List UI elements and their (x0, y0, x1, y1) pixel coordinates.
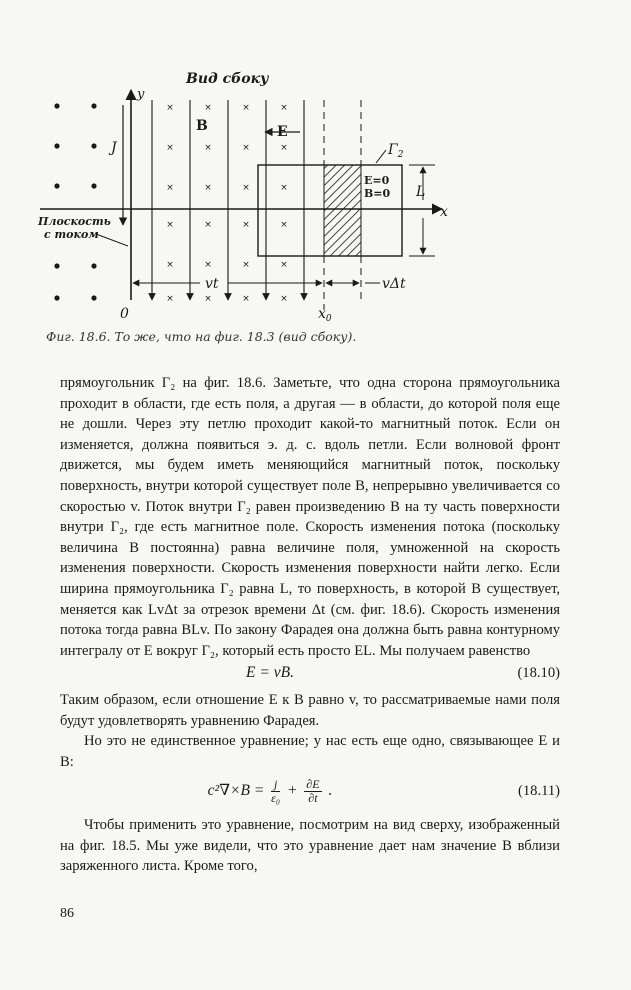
svg-text:×: × (204, 220, 212, 230)
gamma2-label: $\Gamma_2$ (388, 142, 404, 160)
svg-text:×: × (242, 103, 250, 113)
page-number: 86 (60, 906, 74, 921)
e-field-label: E (277, 124, 288, 140)
hatched-region (324, 165, 361, 256)
y-axis-label: y (137, 87, 145, 102)
svg-text:×: × (204, 183, 212, 193)
b-in-crosses (166, 103, 288, 304)
equation-number: (18.11) (517, 783, 560, 800)
svg-text:×: × (204, 143, 212, 153)
body-text (60, 373, 560, 877)
svg-text:×: × (166, 294, 174, 304)
current-label: J (111, 140, 117, 156)
paragraph: Чтобы применить это уравнение, посмотрим на вид сверху, изображенный на фиг. 18.5. Мы уже видели, что это уравнение дает нам значение B вблизи заряженного листа. Кроме того, (60, 817, 560, 875)
svg-text:×: × (242, 220, 250, 230)
gamma2-pointer (376, 150, 386, 163)
svg-text:×: × (280, 294, 288, 304)
svg-text:×: × (166, 183, 174, 193)
svg-text:×: × (204, 103, 212, 113)
plane-label-pointer (96, 234, 128, 246)
origin-label: 0 (120, 306, 129, 322)
plane-label-line2: с током (44, 228, 99, 241)
equation-18-10 (60, 663, 560, 684)
svg-text:×: × (242, 143, 250, 153)
equation-formula: E = vB. (246, 664, 294, 682)
e-zero-label: E=0 (364, 174, 390, 187)
paragraph: Но это не единственное уравнение; у нас есть еще одно, связывающее E и B: (60, 733, 560, 770)
paragraph: прямоугольник Γ₂ на фиг. 18.6. Заметьте, что одна сторона прямоугольника проходит в области, где есть поля, а другая — в области, до которой поля еще не дошли. Через эту петлю проходит какой-то магнитный поток. Если он изменяется, должна появиться э. д. с. вдоль петли. Если волновой фронт движется, мы будем иметь меняющийся магнитный поток, поскольку поверхность, внутри которой существует поле B, непрерывно увеличивается со скоростью v. Поток внутри Γ₂ равен произведению B на ту часть поверхности внутри Γ₂, где есть магнитное поле. Скорость изменения потока (поскольку величина B постоянна) равна величине поля, умноженной на скорость изменения поверхности. Скорость изменения поверхности найти легко. Если ширина прямоугольника Γ₂ равна L, то поверхность, в которой B существует, меняется как LvΔt за отрезок времени Δt (см. фиг. 18.6). Скорость изменения потока тогда равна BLv. По закону Фарадея она должна быть равна контурному интегралу от E вокруг Γ₂, который есть просто EL. Мы получаем равенство (60, 375, 560, 659)
figure-caption: Фиг. 18.6. То же, что на фиг. 18.3 (вид сбоку). (46, 329, 357, 344)
equation-formula: c²∇×B = $\frac{j}{\text{ε₀}}$ + $\frac{\partial E}{\partial t}$ . (207, 777, 333, 806)
b-field-label: B (196, 118, 208, 134)
svg-text:×: × (242, 260, 250, 270)
svg-text:×: × (166, 143, 174, 153)
svg-text:×: × (204, 260, 212, 270)
b-zero-label: B=0 (364, 187, 391, 200)
l-label: L (416, 184, 426, 200)
x0-label: $x_0$ (318, 306, 332, 324)
vt-label: vt (205, 276, 219, 292)
equation-18-11 (60, 778, 560, 805)
svg-text:×: × (280, 220, 288, 230)
svg-text:×: × (242, 294, 250, 304)
figure-side-view (0, 0, 631, 330)
plane-label-line1: Плоскость (38, 215, 111, 228)
svg-text:×: × (280, 183, 288, 193)
paragraph: Таким образом, если отношение E к B равно v, то рассматриваемые нами поля будут удовлетворять уравнению Фарадея. (60, 691, 560, 729)
svg-text:×: × (280, 103, 288, 113)
svg-text:×: × (166, 260, 174, 270)
svg-text:×: × (166, 103, 174, 113)
vdt-label: vΔt (382, 276, 406, 292)
equation-number: (18.10) (517, 665, 560, 682)
svg-text:×: × (280, 143, 288, 153)
svg-text:×: × (166, 220, 174, 230)
figure-title: Вид сбоку (186, 71, 269, 87)
svg-text:×: × (242, 183, 250, 193)
b-out-dots (54, 103, 96, 300)
svg-text:×: × (280, 260, 288, 270)
svg-text:×: × (204, 294, 212, 304)
x-axis-label: x (440, 204, 448, 220)
